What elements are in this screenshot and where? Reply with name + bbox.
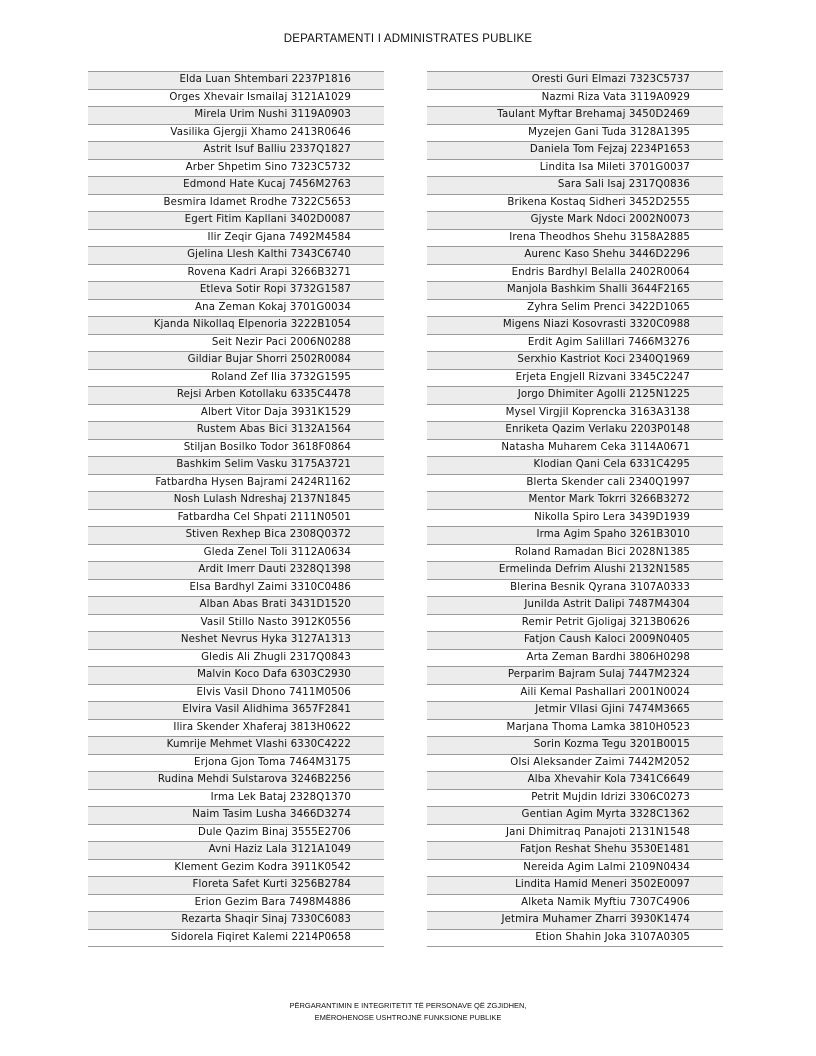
list-item: Alban Abas Brati 3431D1520 — [88, 597, 384, 615]
list-item: Oresti Guri Elmazi 7323C5737 — [427, 72, 723, 90]
list-item: Kjanda Nikollaq Elpenoria 3222B1054 — [88, 317, 384, 335]
list-item: Endris Bardhyl Belalla 2402R0064 — [427, 265, 723, 283]
footer-line-1: PËRGARANTIMIN E INTEGRITETIT TË PERSONAVE QË ZGJIDHEN, — [289, 1001, 527, 1010]
list-item: Nereida Agim Lalmi 2109N0434 — [427, 860, 723, 878]
list-item: Roland Zef Ilia 3732G1595 — [88, 370, 384, 388]
list-item: Elda Luan Shtembari 2237P1816 — [88, 72, 384, 90]
list-item: Irma Agim Spaho 3261B3010 — [427, 527, 723, 545]
list-item: Fatbardha Cel Shpati 2111N0501 — [88, 510, 384, 528]
list-item: Gledis Ali Zhugli 2317Q0843 — [88, 650, 384, 668]
list-item: Vasilika Gjergji Xhamo 2413R0646 — [88, 125, 384, 143]
list-item: Kumrije Mehmet Vlashi 6330C4222 — [88, 737, 384, 755]
list-item: Albert Vitor Daja 3931K1529 — [88, 405, 384, 423]
list-item: Gildiar Bujar Shorri 2502R0084 — [88, 352, 384, 370]
list-item: Alketa Namik Myftiu 7307C4906 — [427, 895, 723, 913]
list-item: Rovena Kadri Arapi 3266B3271 — [88, 265, 384, 283]
list-item: Fatjon Reshat Shehu 3530E1481 — [427, 842, 723, 860]
list-item: Naim Tasim Lusha 3466D3274 — [88, 807, 384, 825]
list-item: Gleda Zenel Toli 3112A0634 — [88, 545, 384, 563]
list-item: Avni Haziz Lala 3121A1049 — [88, 842, 384, 860]
list-item: Ana Zeman Kokaj 3701G0034 — [88, 300, 384, 318]
footer — [0, 1000, 816, 1024]
page-title: DEPARTAMENTI I ADMINISTRATES PUBLIKE — [283, 33, 533, 45]
list-item: Enriketa Qazim Verlaku 2203P0148 — [427, 422, 723, 440]
list-item: Natasha Muharem Ceka 3114A0671 — [427, 440, 723, 458]
list-item: Ardit Imerr Dauti 2328Q1398 — [88, 562, 384, 580]
list-item: Edmond Hate Kucaj 7456M2763 — [88, 177, 384, 195]
list-item: Elvis Vasil Dhono 7411M0506 — [88, 685, 384, 703]
list-item: Gentian Agim Myrta 3328C1362 — [427, 807, 723, 825]
list-item: Dule Qazim Binaj 3555E2706 — [88, 825, 384, 843]
list-item: Etion Shahin Joka 3107A0305 — [427, 930, 723, 948]
list-item: Fatbardha Hysen Bajrami 2424R1162 — [88, 475, 384, 493]
list-item: Mysel Virgjil Koprencka 3163A3138 — [427, 405, 723, 423]
list-item: Rustem Abas Bici 3132A1564 — [88, 422, 384, 440]
list-item: Ilira Skender Xhaferaj 3813H0622 — [88, 720, 384, 738]
list-item: Irena Theodhos Shehu 3158A2885 — [427, 230, 723, 248]
list-item: Erion Gezim Bara 7498M4886 — [88, 895, 384, 913]
list-item: Marjana Thoma Lamka 3810H0523 — [427, 720, 723, 738]
list-item: Manjola Bashkim Shalli 3644F2165 — [427, 282, 723, 300]
list-item: Taulant Myftar Brehamaj 3450D2469 — [427, 107, 723, 125]
list-item: Rezarta Shaqir Sinaj 7330C6083 — [88, 912, 384, 930]
list-item: Astrit Isuf Balliu 2337Q1827 — [88, 142, 384, 160]
list-item: Arber Shpetim Sino 7323C5732 — [88, 160, 384, 178]
list-item: Sara Sali Isaj 2317Q0836 — [427, 177, 723, 195]
footer-line-2: EMËROHENOSE USHTROJNË FUNKSIONE PUBLIKE — [314, 1013, 502, 1022]
list-item: Daniela Tom Fejzaj 2234P1653 — [427, 142, 723, 160]
list-item: Irma Lek Bataj 2328Q1370 — [88, 790, 384, 808]
list-item: Roland Ramadan Bici 2028N1385 — [427, 545, 723, 563]
right-name-list — [427, 71, 723, 947]
list-item: Mirela Urim Nushi 3119A0903 — [88, 107, 384, 125]
list-item: Blerina Besnik Qyrana 3107A0333 — [427, 580, 723, 598]
list-item: Rejsi Arben Kotollaku 6335C4478 — [88, 387, 384, 405]
list-item: Lindita Isa Mileti 3701G0037 — [427, 160, 723, 178]
list-item: Erdit Agim Salillari 7466M3276 — [427, 335, 723, 353]
list-item: Aili Kemal Pashallari 2001N0024 — [427, 685, 723, 703]
list-item: Sorin Kozma Tegu 3201B0015 — [427, 737, 723, 755]
list-item: Jetmir Vllasi Gjini 7474M3665 — [427, 702, 723, 720]
list-item: Perparim Bajram Sulaj 7447M2324 — [427, 667, 723, 685]
list-item: Stiljan Bosilko Todor 3618F0864 — [88, 440, 384, 458]
list-item: Etleva Sotir Ropi 3732G1587 — [88, 282, 384, 300]
list-item: Myzejen Gani Tuda 3128A1395 — [427, 125, 723, 143]
list-item: Bashkim Selim Vasku 3175A3721 — [88, 457, 384, 475]
list-item: Junilda Astrit Dalipi 7487M4304 — [427, 597, 723, 615]
list-item: Floreta Safet Kurti 3256B2784 — [88, 877, 384, 895]
list-item: Ermelinda Defrim Alushi 2132N1585 — [427, 562, 723, 580]
list-item: Elsa Bardhyl Zaimi 3310C0486 — [88, 580, 384, 598]
list-item: Nikolla Spiro Lera 3439D1939 — [427, 510, 723, 528]
list-item: Fatjon Caush Kaloci 2009N0405 — [427, 632, 723, 650]
list-item: Egert Fitim Kapllani 3402D0087 — [88, 212, 384, 230]
list-item: Erjeta Engjell Rizvani 3345C2247 — [427, 370, 723, 388]
list-item: Besmira Idamet Rrodhe 7322C5653 — [88, 195, 384, 213]
list-item: Stiven Rexhep Bica 2308Q0372 — [88, 527, 384, 545]
list-item: Migens Niazi Kosovrasti 3320C0988 — [427, 317, 723, 335]
list-item: Jorgo Dhimiter Agolli 2125N1225 — [427, 387, 723, 405]
list-item: Brikena Kostaq Sidheri 3452D2555 — [427, 195, 723, 213]
list-item: Sidorela Fiqiret Kalemi 2214P0658 — [88, 930, 384, 948]
list-item: Orges Xhevair Ismailaj 3121A1029 — [88, 90, 384, 108]
list-item: Serxhio Kastriot Koci 2340Q1969 — [427, 352, 723, 370]
list-item: Klodian Qani Cela 6331C4295 — [427, 457, 723, 475]
list-item: Blerta Skender cali 2340Q1997 — [427, 475, 723, 493]
list-item: Mentor Mark Tokrri 3266B3272 — [427, 492, 723, 510]
list-item: Jani Dhimitraq Panajoti 2131N1548 — [427, 825, 723, 843]
list-item: Nosh Lulash Ndreshaj 2137N1845 — [88, 492, 384, 510]
list-item: Jetmira Muhamer Zharri 3930K1474 — [427, 912, 723, 930]
list-item: Rudina Mehdi Sulstarova 3246B2256 — [88, 772, 384, 790]
list-item: Nazmi Riza Vata 3119A0929 — [427, 90, 723, 108]
list-item: Neshet Nevrus Hyka 3127A1313 — [88, 632, 384, 650]
list-item: Zyhra Selim Prenci 3422D1065 — [427, 300, 723, 318]
list-item: Vasil Stillo Nasto 3912K0556 — [88, 615, 384, 633]
list-item: Elvira Vasil Alidhima 3657F2841 — [88, 702, 384, 720]
list-item: Arta Zeman Bardhi 3806H0298 — [427, 650, 723, 668]
list-item: Ilir Zeqir Gjana 7492M4584 — [88, 230, 384, 248]
list-item: Erjona Gjon Toma 7464M3175 — [88, 755, 384, 773]
list-item: Olsi Aleksander Zaimi 7442M2052 — [427, 755, 723, 773]
list-item: Lindita Hamid Meneri 3502E0097 — [427, 877, 723, 895]
list-item: Gjelina Llesh Kalthi 7343C6740 — [88, 247, 384, 265]
list-item: Seit Nezir Paci 2006N0288 — [88, 335, 384, 353]
list-item: Aurenc Kaso Shehu 3446D2296 — [427, 247, 723, 265]
list-item: Alba Xhevahir Kola 7341C6649 — [427, 772, 723, 790]
list-item: Petrit Mujdin Idrizi 3306C0273 — [427, 790, 723, 808]
list-item: Gjyste Mark Ndoci 2002N0073 — [427, 212, 723, 230]
list-item: Remir Petrit Gjoligaj 3213B0626 — [427, 615, 723, 633]
list-item: Malvin Koco Dafa 6303C2930 — [88, 667, 384, 685]
left-name-list — [88, 71, 384, 947]
list-item: Klement Gezim Kodra 3911K0542 — [88, 860, 384, 878]
